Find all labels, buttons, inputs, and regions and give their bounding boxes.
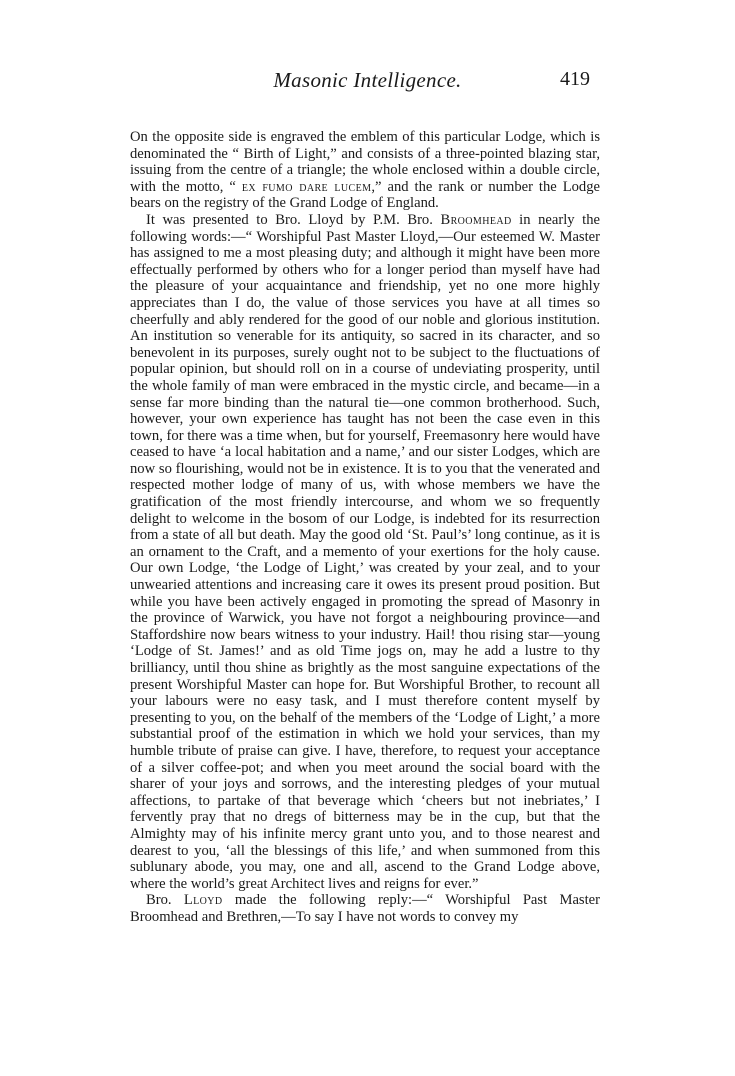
paragraph-reply [130,892,600,925]
text-run: On the opposite side is engraved the emblem of this particular Lodge, which is denominated the “ Birth of Light,” and consists of a three-pointed blazing star, issuing from the centre of a triangle; the whole enclosed within a double circle, with the motto, “ [130,129,600,195]
paragraph-presentation [130,212,600,892]
text-run: ,” and the rank or number the Lodge bears on the registry of the Grand Lodge of England. [130,178,600,212]
text-run: It was presented to Bro. Lloyd by P.M. Bro. [146,211,441,228]
text-run: made the following reply:—“ Worshipful Past Master Broomhead and Brethren,—To say I have not words to convey my [130,892,600,925]
name-broomhead: Broomhead [440,211,512,228]
page-number: 419 [560,68,590,90]
motto-text: ex fumo dare lucem [241,178,372,195]
text-run: Bro. [146,892,184,909]
running-title: Masonic Intelligence. [273,68,462,92]
article-body [130,129,600,926]
page-header [0,68,735,98]
text-run: in nearly the following words:—“ Worshipful Past Master Lloyd,—Our esteemed W. Master has assigned to me a most pleasing duty; and although it might have been more effectually performed by others who for a longer period than myself have had the pleasure of your acquaintance and friendship, yet no one more highly appreciates than I do, the value of those services you have at all times so cheerfully and ably rendered for the good of our noble and glorious institution. An institution so venerable for its antiquity, so sacred in its character, and so benevolent in its purposes, surely ought not to be subject to the fluctuations of popular opinion, but should roll on in a course of undeviating prosperity, until the whole family of man were embraced in the mystic circle, and became—in a sense far more binding than the natural tie—one common brotherhood. Such, however, your own experience has taught has not been the case even in this town, for there was a time when, but for yourself, Freemasonry here would have ceased to have ‘a local habitation and a name,’ and our sister Lodges, which are now so flourishing, would not be in existence. It is to you that the venerated and respected mother lodge of many of us, with whose members we have the gratification of the most friendly intercourse, and whom we so frequently delight to welcome in the bosom of our Lodge, is indebted for its resurrection from a state of all but death. May the good old ‘St. Paul’s’ long continue, as it is an ornament to the Craft, and a memento of your exertions for the holy cause. Our own Lodge, ‘the Lodge of Light,’ was created by your zeal, and to your unwearied attentions and increasing care it owes its present proud position. But while you have been actively engaged in promoting the spread of Masonry in the province of Warwick, you have not forgot a neighbouring province—and Staffordshire now bears witness to your industry. Hail! thou rising star—young ‘Lodge of St. James!’ and as old Time jogs on, may he add a lustre to thy brilliancy, until thou shine as brightly as the most sanguine expectations of the present Worshipful Master can hope for. But Worshipful Brother, to recount all your labours were no easy task, and I must therefore content myself by presenting to you, on the behalf of the members of the ‘Lodge of Light,’ a more substantial proof of the estimation in which we hold your services, than my humble tribute of praise can give. I have, therefore, to request your acceptance of a silver coffee-pot; and when you meet around the social board with the sharer of your joys and sorrows, and the interesting pledges of your mutual affections, to partake of that beverage which ‘cheers but not inebriates,’ I fervently pray that no dregs of bitterness may be in the cup, but that the Almighty may of his infinite mercy grant unto you, and to those nearest and dearest to you, ‘all the blessings of this life,’ and when summoned from this sublunary abode, you may, one and all, ascend to the Grand Lodge above, where the world’s great Architect lives and reigns for ever.” [130,211,600,892]
name-lloyd: Lloyd [183,892,223,909]
paragraph-engraving [130,129,600,212]
